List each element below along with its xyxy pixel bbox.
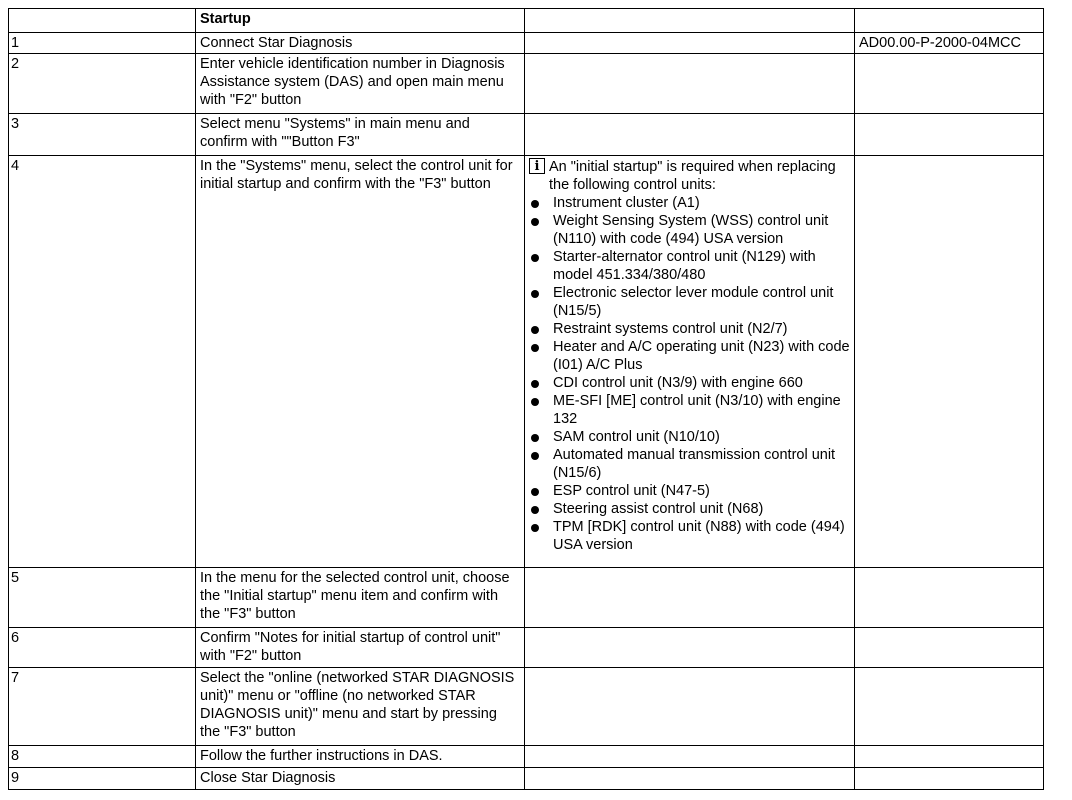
- step-reference: [855, 768, 1044, 790]
- step-number: 4: [9, 156, 196, 568]
- list-item: Steering assist control unit (N68): [529, 500, 851, 518]
- list-item: ESP control unit (N47-5): [529, 482, 851, 500]
- step-reference: [855, 746, 1044, 768]
- step-note: [525, 668, 855, 746]
- procedure-table: [8, 8, 1044, 790]
- step-number: 6: [9, 628, 196, 668]
- step-note: [525, 114, 855, 156]
- list-item: TPM [RDK] control unit (N88) with code (494) USA version: [529, 518, 851, 554]
- step-reference: [855, 156, 1044, 568]
- info-icon: i: [529, 158, 545, 174]
- list-item: Automated manual transmission control unit (N15/6): [529, 446, 851, 482]
- table-row: [9, 746, 1044, 768]
- step-note: [525, 568, 855, 628]
- step-text: In the menu for the selected control unit, choose the "Initial startup" menu item and confirm with the "F3" button: [196, 568, 525, 628]
- list-item: Weight Sensing System (WSS) control unit (N110) with code (494) USA version: [529, 212, 851, 248]
- list-item: Instrument cluster (A1): [529, 194, 851, 212]
- step-note: [525, 746, 855, 768]
- list-item: Starter-alternator control unit (N129) with model 451.334/380/480: [529, 248, 851, 284]
- step-note: [525, 156, 855, 568]
- list-item: ME-SFI [ME] control unit (N3/10) with engine 132: [529, 392, 851, 428]
- list-item: Electronic selector lever module control unit (N15/5): [529, 284, 851, 320]
- step-number: 9: [9, 768, 196, 790]
- list-item: Restraint systems control unit (N2/7): [529, 320, 851, 338]
- step-text: Select the "online (networked STAR DIAGNOSIS unit)" menu or "offline (no networked STAR DIAGNOSIS unit)" menu and start by pressing the "F3" button: [196, 668, 525, 746]
- step-reference: [855, 668, 1044, 746]
- list-item: CDI control unit (N3/9) with engine 660: [529, 374, 851, 392]
- header-cell-number: [9, 9, 196, 33]
- step-text: Confirm "Notes for initial startup of control unit" with "F2" button: [196, 628, 525, 668]
- control-unit-list: [529, 194, 851, 554]
- step-text: In the "Systems" menu, select the control unit for initial startup and confirm with the "F3" button: [196, 156, 525, 568]
- step-text: Enter vehicle identification number in Diagnosis Assistance system (DAS) and open main menu with "F2" button: [196, 54, 525, 114]
- table-row: [9, 568, 1044, 628]
- step-reference: [855, 568, 1044, 628]
- step-reference: AD00.00-P-2000-04MCC: [855, 33, 1044, 54]
- step-number: 3: [9, 114, 196, 156]
- step-note: [525, 768, 855, 790]
- table-row: [9, 768, 1044, 790]
- header-cell-title: Startup: [196, 9, 525, 33]
- step-note: [525, 628, 855, 668]
- header-cell-reference: [855, 9, 1044, 33]
- step-note: [525, 33, 855, 54]
- table-header-row: [9, 9, 1044, 33]
- step-reference: [855, 54, 1044, 114]
- step-text: Select menu "Systems" in main menu and confirm with ""Button F3": [196, 114, 525, 156]
- step-text: Connect Star Diagnosis: [196, 33, 525, 54]
- table-row: [9, 114, 1044, 156]
- list-item: SAM control unit (N10/10): [529, 428, 851, 446]
- step-number: 7: [9, 668, 196, 746]
- table-row: [9, 156, 1044, 568]
- table-row: [9, 33, 1044, 54]
- step-text: Follow the further instructions in DAS.: [196, 746, 525, 768]
- table-row: [9, 54, 1044, 114]
- list-item: Heater and A/C operating unit (N23) with code (I01) A/C Plus: [529, 338, 851, 374]
- step-number: 8: [9, 746, 196, 768]
- table-row: [9, 668, 1044, 746]
- step-number: 1: [9, 33, 196, 54]
- header-cell-note: [525, 9, 855, 33]
- table-row: [9, 628, 1044, 668]
- step-text: Close Star Diagnosis: [196, 768, 525, 790]
- info-note-intro: An "initial startup" is required when replacing the following control units:: [549, 159, 836, 193]
- step-number: 5: [9, 568, 196, 628]
- step-note: [525, 54, 855, 114]
- step-number: 2: [9, 54, 196, 114]
- info-note: [529, 158, 851, 194]
- step-reference: [855, 114, 1044, 156]
- step-reference: [855, 628, 1044, 668]
